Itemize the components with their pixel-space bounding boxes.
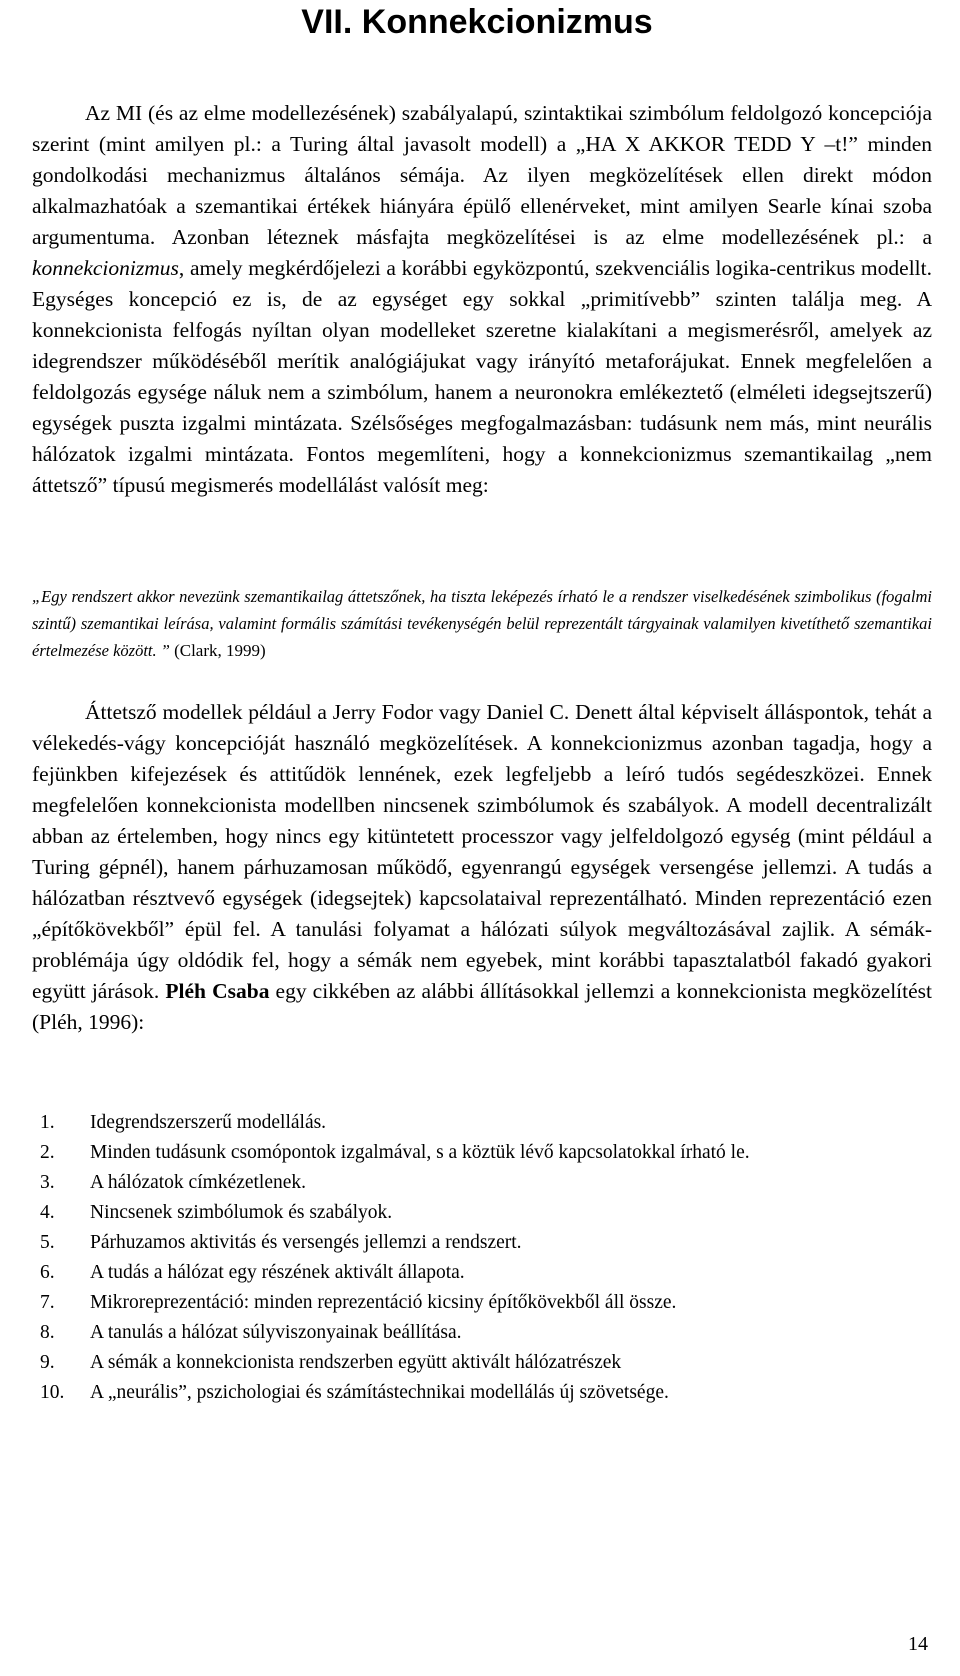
list-item xyxy=(32,1198,932,1228)
list-item-text: Mikroreprezentáció: minden reprezentáció kicsiny építőkövekből áll össze. xyxy=(90,1292,677,1313)
second-text-a: Áttetsző modellek például a Jerry Fodor vagy Daniel C. Denett által képviselt álláspontok, tehát a vélekedés-vágy koncepcióját használó megközelítések. A konnekcionizmus azonban tagadja, hogy a fejünkben kifejezések és attitűdök lennének, ezek legfeljebb a leíró tudós segédeszközei. Ennek megfelelően konnekcionista modellben nincsenek szimbólumok és szabályok. A modell decentralizált abban az értelemben, hogy nincs egy kitüntetett processzor vagy jelfeldolgozó egység (mint például a Turing gépnél), hanem párhuzamosan működő, egyenrangú egységek versengése jellemzi. A tudás a hálózatban résztvevő egységek (idegsejtek) kapcsolataival reprezentálható. Minden reprezentáció ezen „építőkövekből” épül fel. A tanulási folyamat a hálózati súlyok megváltozásával zajlik. A sémák-problémája úgy oldódik fel, hogy a sémák nem egyebek, mint korábbi tapasztalatból fakadó gyakori együtt járások. xyxy=(32,700,932,1003)
quote-citation: (Clark, 1999) xyxy=(174,641,266,660)
list-item xyxy=(32,1108,932,1138)
quote-text: „Egy rendszert akkor nevezünk szemantikailag áttetszőnek, ha tiszta leképezés írható le a rendszer viselkedésének szimbolikus (fogalmi szintű) szemantikai leírása, valamint formális számítási tevékenységén belül reprezentált tárgyainak valamilyen kivetíthető szemantikai értelmezése között. ” xyxy=(32,587,932,660)
list-item-text: A hálózatok címkézetlenek. xyxy=(90,1172,307,1193)
list-item-text: A sémák a konnekcionista rendszerben együtt aktivált hálózatrészek xyxy=(90,1352,622,1373)
page-title: VII. Konnekcionizmus xyxy=(301,3,653,41)
document-page xyxy=(32,0,933,1403)
page-number: 14 xyxy=(908,1633,928,1655)
list-item-text: A tanulás a hálózat súlyviszonyainak beállítása. xyxy=(90,1322,462,1343)
list-item-text: Minden tudásunk csomópontok izgalmával, s a köztük lévő kapcsolatokkal írható le. xyxy=(90,1142,750,1163)
list-item-number: 1. xyxy=(40,1112,55,1133)
list-item-number: 10. xyxy=(40,1382,65,1403)
second-paragraph xyxy=(32,697,932,1038)
list-item-number: 4. xyxy=(40,1202,55,1223)
claims-list xyxy=(32,1108,932,1408)
intro-italic-term: konnekcionizmus xyxy=(32,256,179,280)
list-item xyxy=(32,1318,932,1348)
list-item-text: A „neurális”, pszichologiai és számítástechnikai modellálás új szövetsége. xyxy=(90,1382,669,1403)
second-text-b: egy cikkében az alábbi állításokkal jellemzi a konnekcionista megközelítést (Pléh, 1996): xyxy=(32,979,933,1034)
list-item-text: A tudás a hálózat egy részének aktivált állapota. xyxy=(90,1262,465,1283)
author-name: Pléh Csaba xyxy=(165,979,270,1003)
list-item xyxy=(32,1138,932,1168)
intro-text-a: Az MI (és az elme modellezésének) szabályalapú, szintaktikai szimbólum feldolgozó koncepciója szerint (mint amilyen pl.: a Turing által javasolt modell) a „HA X AKKOR TEDD Y –t!” minden gondolkodási mechanizmus általános sémája. Az ilyen megközelítések ellen direkt módon alkalmazhatóak a szemantikai értékek hiányára épülő ellenérveket, mint amilyen Searle kínai szoba argumentuma. Azonban léteznek másfajta megközelítései is az elme modellezésének pl.: a xyxy=(32,101,932,249)
list-item xyxy=(32,1258,932,1288)
block-quote xyxy=(32,583,932,664)
list-item-number: 9. xyxy=(40,1352,55,1373)
intro-paragraph xyxy=(32,98,932,501)
list-item xyxy=(32,1168,932,1198)
list-item-text: Nincsenek szimbólumok és szabályok. xyxy=(90,1202,393,1223)
list-item-text: Párhuzamos aktivitás és versengés jellemzi a rendszert. xyxy=(90,1232,522,1253)
list-item xyxy=(32,1288,932,1318)
list-item xyxy=(32,1228,932,1258)
list-item-number: 5. xyxy=(40,1232,55,1253)
list-item xyxy=(32,1378,932,1408)
list-item-text: Idegrendszerszerű modellálás. xyxy=(90,1112,327,1133)
list-item xyxy=(32,1348,932,1378)
list-item-number: 7. xyxy=(40,1292,55,1313)
list-item-number: 8. xyxy=(40,1322,55,1343)
list-item-number: 2. xyxy=(40,1142,55,1163)
list-item-number: 3. xyxy=(40,1172,55,1193)
list-item-number: 6. xyxy=(40,1262,55,1283)
intro-text-b: , amely megkérdőjelezi a korábbi egyközpontú, szekvenciális logika-centrikus modellt. Egységes koncepció ez is, de az egységet egy sokkal „primitívebb” szinten találja meg. A konnekcionista felfogás nyíltan olyan modelleket szeretne kialakítani a megismerésről, amelyek az idegrendszer működéséből merítik analógiájukat vagy irányító metaforájukat. Ennek megfelelően a feldolgozás egysége náluk nem a szimbólum, hanem a neuronokra emlékeztető (elméleti idegsejtszerű) egységek puszta izgalmi mintázata. Szélsőséges megfogalmazásban: tudásunk nem más, mint neurális hálózatok izgalmi mintázata. Fontos megemlíteni, hogy a konnekcionizmus szemantikailag „nem áttetsző” típusú megismerés modellálást valósít meg: xyxy=(32,256,932,497)
